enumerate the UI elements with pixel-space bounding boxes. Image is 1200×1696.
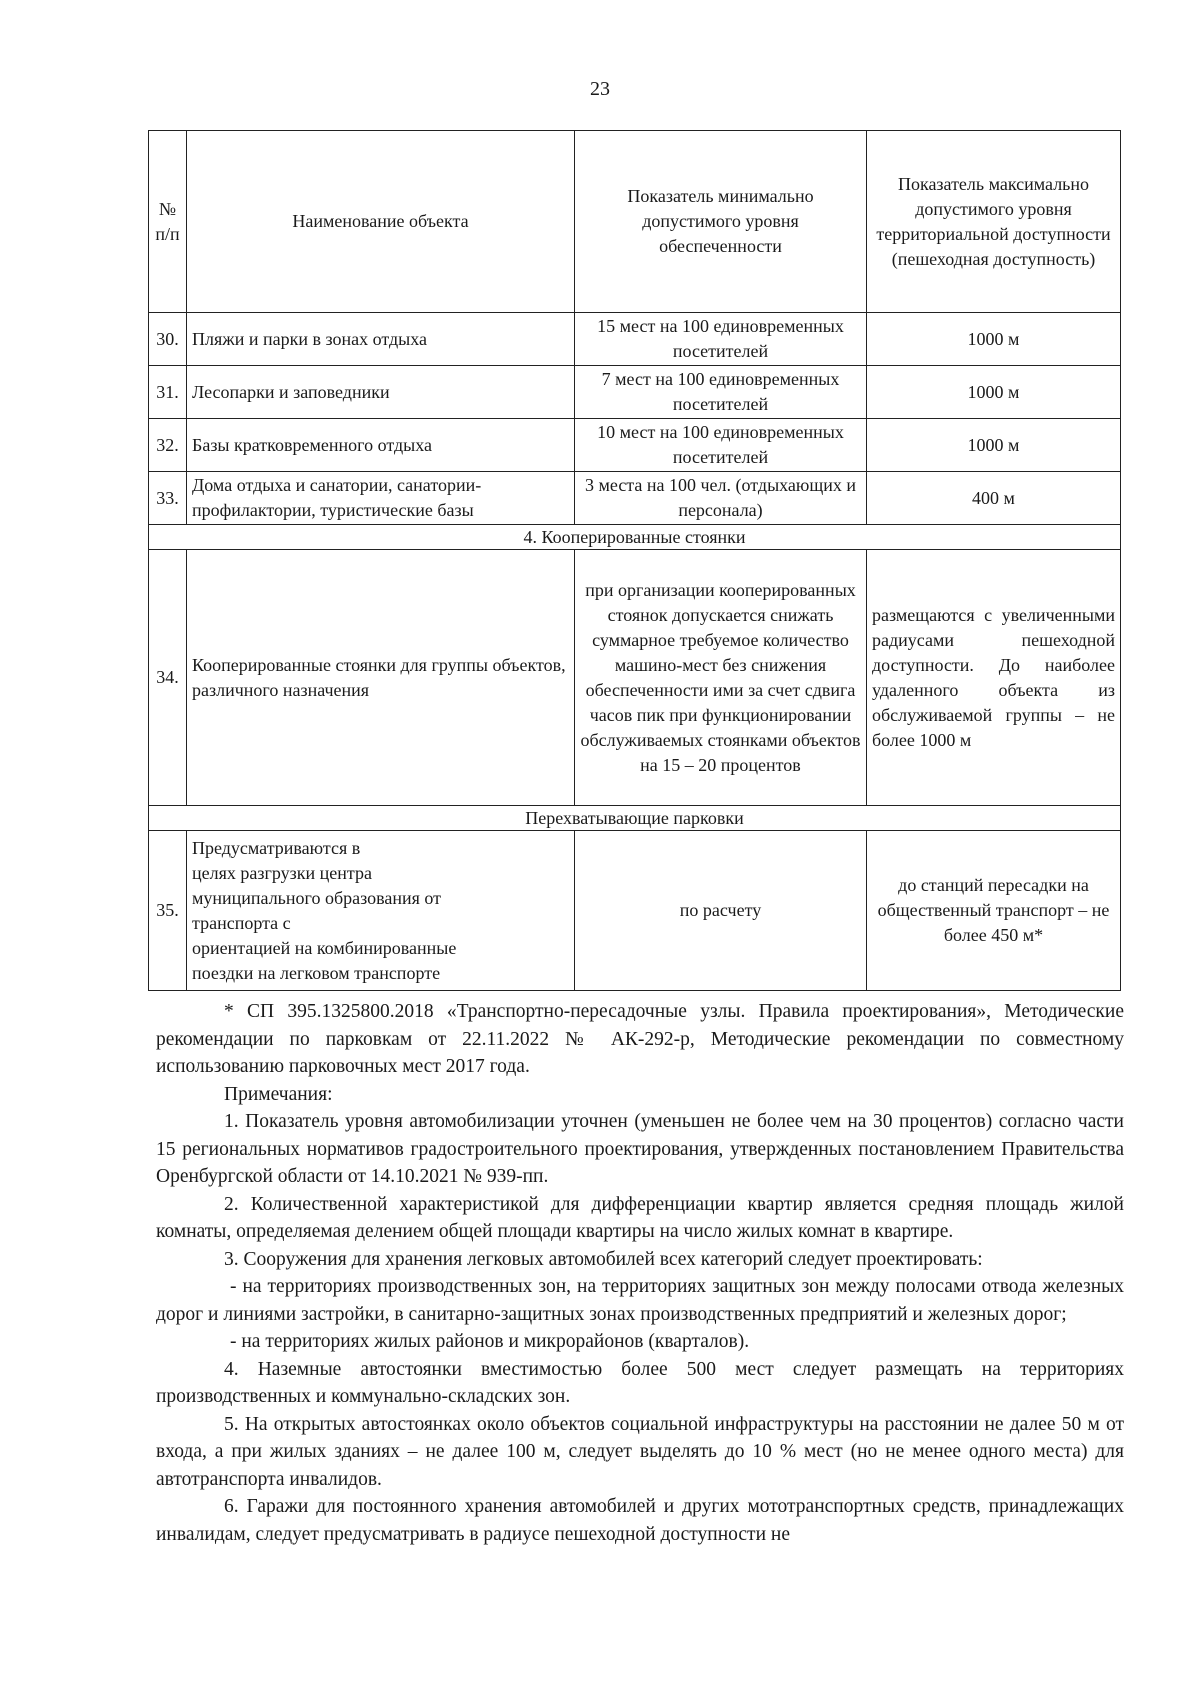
row-max-distance: до станций пересадки на общественный транспорт – не более 450 м* bbox=[867, 831, 1121, 991]
parking-standards-table bbox=[148, 130, 1121, 991]
row-max-distance: размещаются с увеличенными радиусами пешеходной доступности. До наиболее удаленного объекта из обслуживаемой группы – не более 1000 м bbox=[867, 550, 1121, 806]
page-number: 23 bbox=[590, 78, 610, 100]
name-line: муниципального образования от bbox=[192, 887, 442, 908]
row-number: 31. bbox=[149, 366, 187, 419]
name-line: Предусматриваются в bbox=[192, 837, 361, 858]
row-min-level: 10 мест на 100 единовременных посетителей bbox=[575, 419, 867, 472]
row-min-level: 3 места на 100 чел. (отдыхающих и персонала) bbox=[575, 472, 867, 525]
row-object-name: Базы кратковременного отдыха bbox=[187, 419, 575, 472]
name-line: целях разгрузки центра bbox=[192, 862, 372, 883]
row-max-distance: 1000 м bbox=[867, 419, 1121, 472]
row-object-name: Дома отдыха и санатории, санатории-профилактории, туристические базы bbox=[187, 472, 575, 525]
table-header-row bbox=[149, 131, 1121, 313]
row-min-level: 15 мест на 100 единовременных посетителей bbox=[575, 313, 867, 366]
notes-section bbox=[156, 998, 1124, 1548]
row-max-distance: 400 м bbox=[867, 472, 1121, 525]
footnote: * СП 395.1325800.2018 «Транспортно-пересадочные узлы. Правила проектирования», Методические рекомендации по парковкам от 22.11.2022 № АК-292-р, Методические рекомендации по совместному использованию парковочных мест 2017 года. bbox=[156, 1001, 1124, 1077]
header-min-level: Показатель минимально допустимого уровня обеспеченности bbox=[575, 131, 867, 313]
header-name: Наименование объекта bbox=[187, 131, 575, 313]
row-object-name: Лесопарки и заповедники bbox=[187, 366, 575, 419]
row-object-name: Кооперированные стоянки для группы объектов, различного назначения bbox=[187, 550, 575, 806]
note-item: 2. Количественной характеристикой для дифференциации квартир является средняя площадь жилой комнаты, определяемая делением общей площади квартиры на число жилых комнат в квартире. bbox=[156, 1193, 1124, 1242]
row-number: 32. bbox=[149, 419, 187, 472]
section-row bbox=[149, 525, 1121, 550]
section-row bbox=[149, 806, 1121, 831]
note-bullet: - на территориях жилых районов и микрорайонов (кварталов). bbox=[230, 1331, 750, 1352]
note-item: 4. Наземные автостоянки вместимостью более 500 мест следует размещать на территориях производственных и коммунально-складских зон. bbox=[156, 1358, 1124, 1407]
section-title-intercept-parking: Перехватывающие парковки bbox=[149, 806, 1121, 831]
note-item: 6. Гаражи для постоянного хранения автомобилей и других мототранспортных средств, принадлежащих инвалидам, следует предусматривать в радиусе пешеходной доступности не bbox=[156, 1496, 1124, 1545]
row-min-level: при организации кооперированных стоянок допускается снижать суммарное требуемое количество машино-мест без снижения обеспеченности ими за счет сдвига часов пик при функционировании обслуживаемых стоянками объектов на 15 – 20 процентов bbox=[575, 550, 867, 806]
table-row bbox=[149, 550, 1121, 806]
name-line: поездки на легковом транспорте bbox=[192, 962, 441, 983]
note-item: 1. Показатель уровня автомобилизации уточнен (уменьшен не более чем на 30 процентов) согласно части 15 региональных нормативов градостроительного проектирования, утвержденных постановлением Правительства Оренбургской области от 14.10.2021 № 939-пп. bbox=[156, 1111, 1124, 1187]
row-min-level: по расчету bbox=[575, 831, 867, 991]
name-line: транспорта с bbox=[192, 912, 291, 933]
header-max-distance: Показатель максимально допустимого уровня территориальной доступности (пешеходная доступность) bbox=[867, 131, 1121, 313]
section-title-cooperative-parking: 4. Кооперированные стоянки bbox=[149, 525, 1121, 550]
note-bullet: - на территориях производственных зон, на территориях защитных зон между полосами отвода железных дорог и линиями застройки, в санитарно-защитных зонах производственных предприятий и железных дорог; bbox=[156, 1276, 1124, 1325]
row-number: 30. bbox=[149, 313, 187, 366]
row-min-level: 7 мест на 100 единовременных посетителей bbox=[575, 366, 867, 419]
row-number: 34. bbox=[149, 550, 187, 806]
table-row bbox=[149, 472, 1121, 525]
table-row bbox=[149, 831, 1121, 991]
row-object-name: Пляжи и парки в зонах отдыха bbox=[187, 313, 575, 366]
row-number: 35. bbox=[149, 831, 187, 991]
notes-heading: Примечания: bbox=[224, 1083, 333, 1105]
table-row bbox=[149, 313, 1121, 366]
row-max-distance: 1000 м bbox=[867, 366, 1121, 419]
row-max-distance: 1000 м bbox=[867, 313, 1121, 366]
row-object-name bbox=[187, 831, 575, 991]
table-row bbox=[149, 419, 1121, 472]
note-item: 3. Сооружения для хранения легковых автомобилей всех категорий следует проектировать: bbox=[224, 1248, 983, 1270]
name-line: ориентацией на комбинированные bbox=[192, 937, 457, 958]
table-row bbox=[149, 366, 1121, 419]
header-num: № п/п bbox=[149, 131, 187, 313]
row-number: 33. bbox=[149, 472, 187, 525]
note-item: 5. На открытых автостоянках около объектов социальной инфраструктуры на расстоянии не далее 50 м от входа, а при жилых зданиях – не далее 100 м, следует выделять до 10 % мест (но не менее одного места) для автотранспорта инвалидов. bbox=[156, 1413, 1124, 1490]
